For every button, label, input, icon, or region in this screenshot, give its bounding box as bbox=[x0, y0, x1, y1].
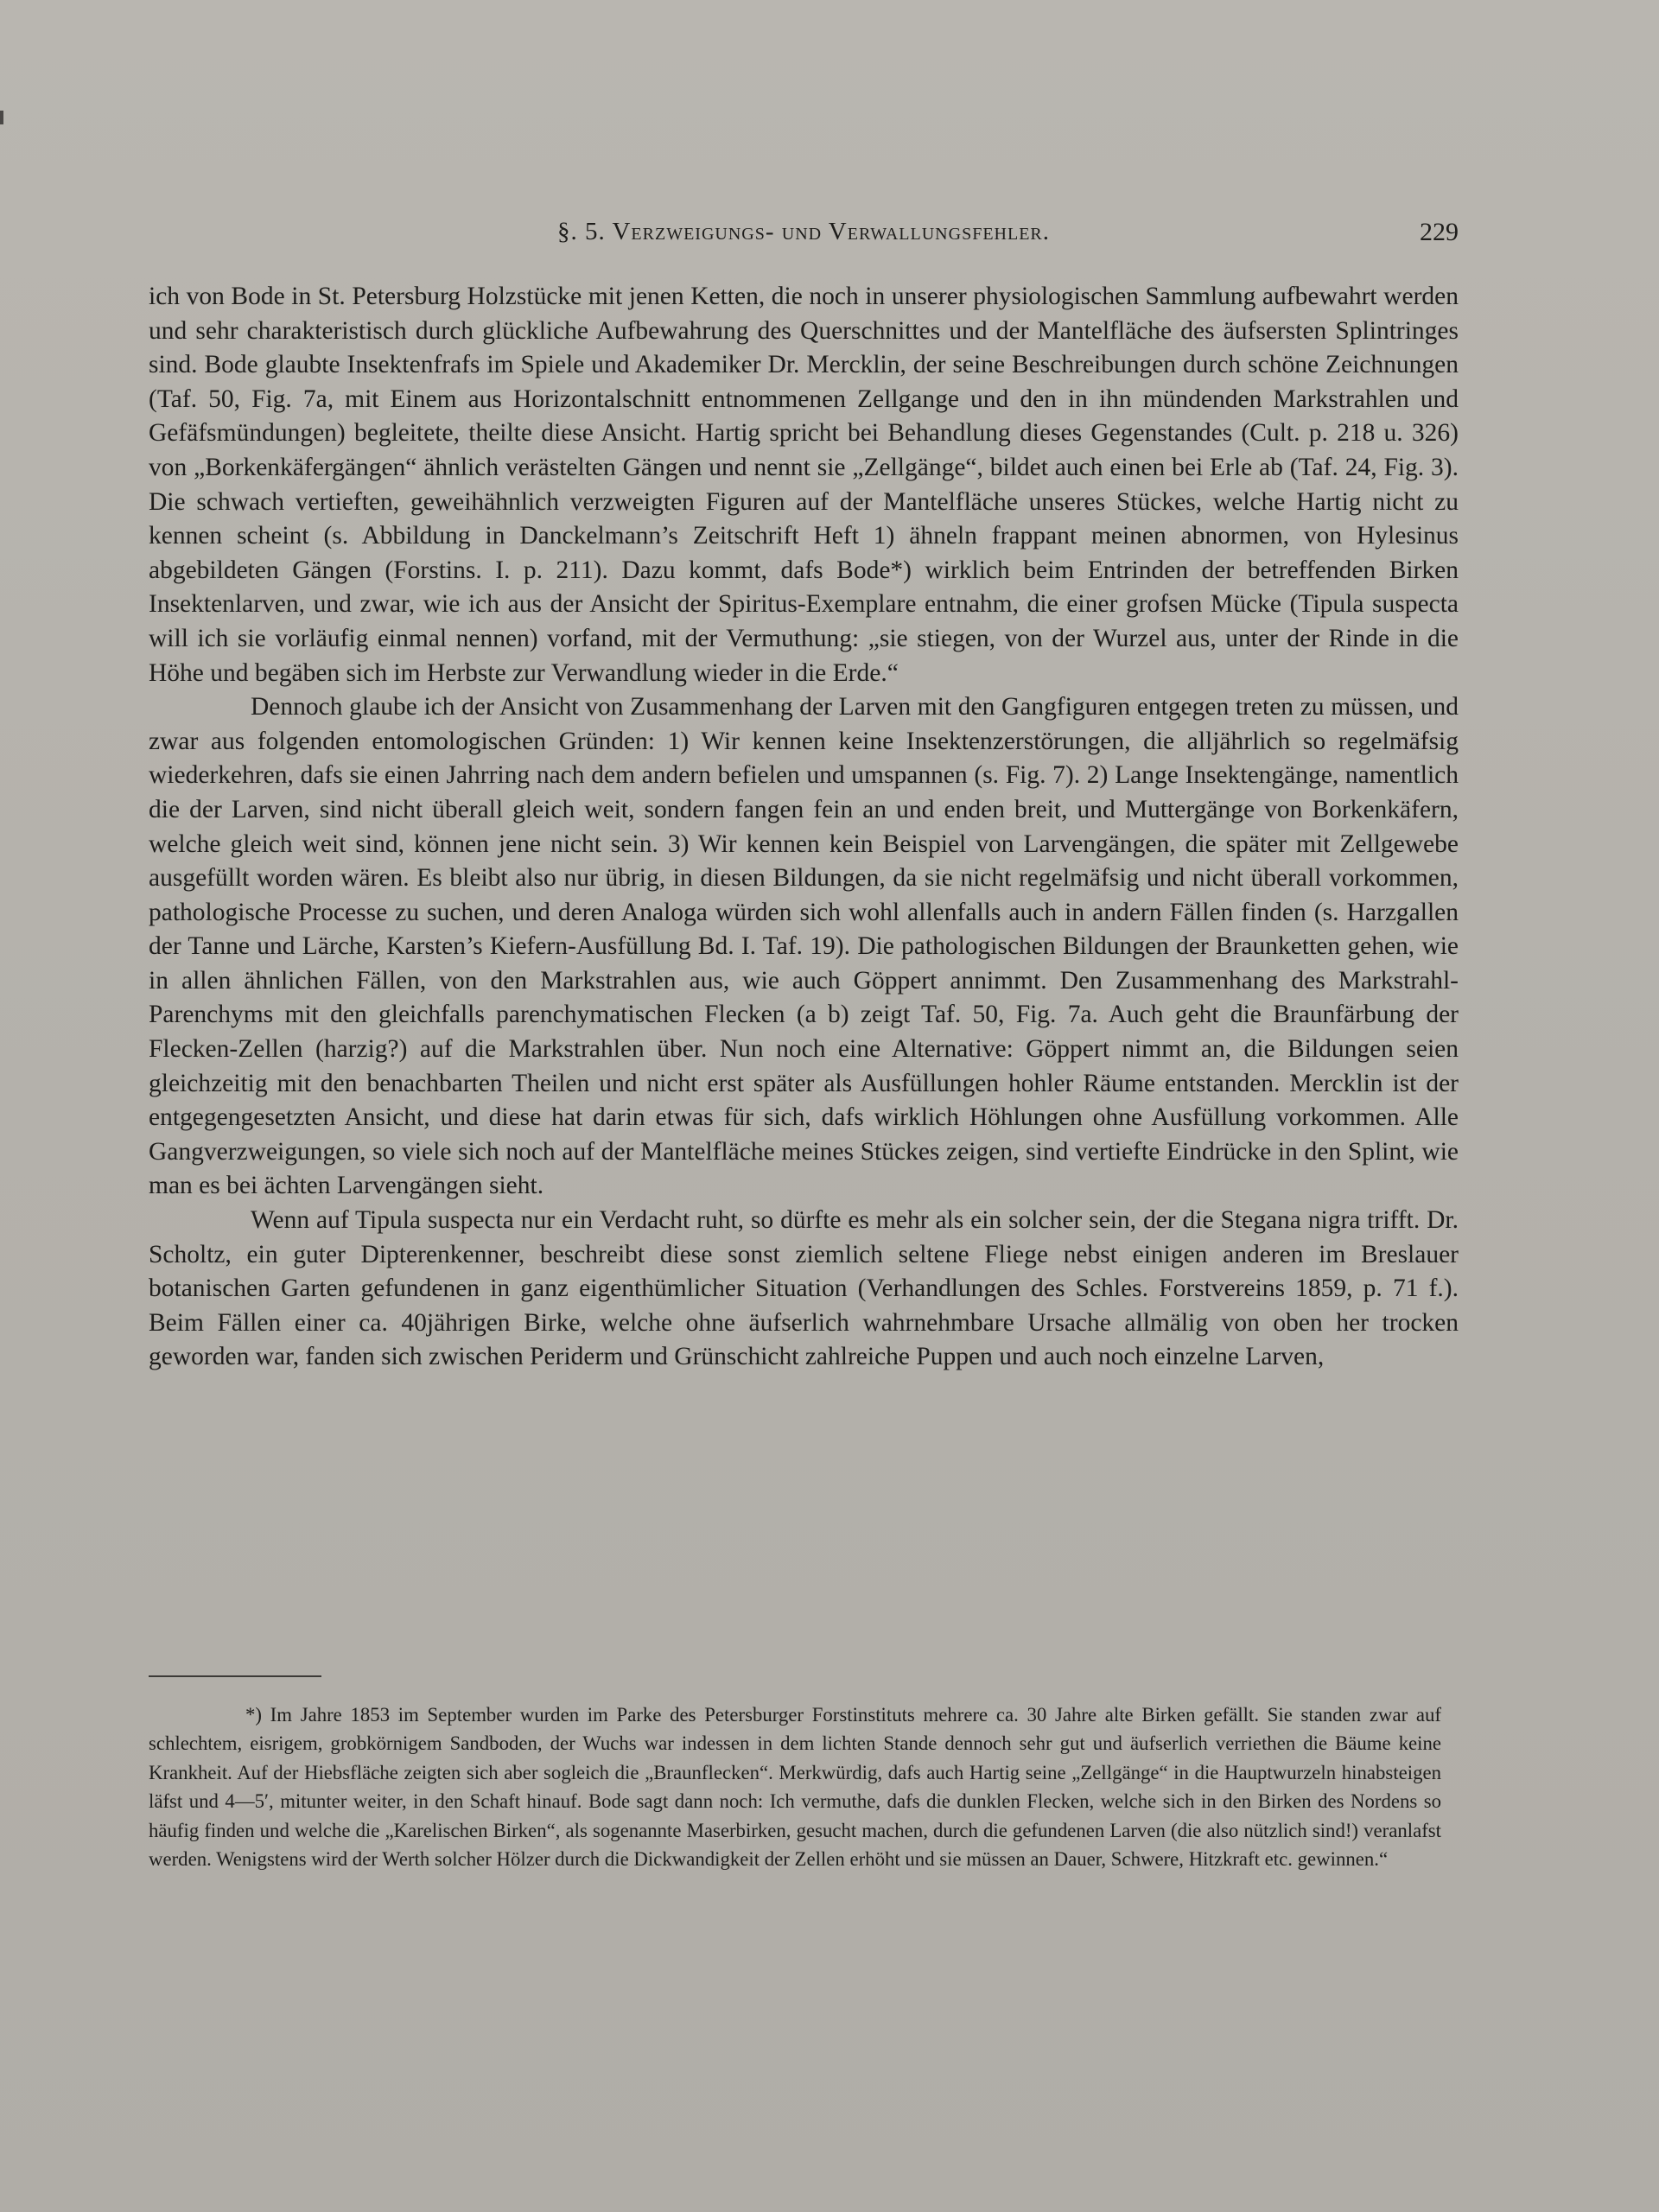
footnote-divider bbox=[149, 1675, 321, 1677]
paragraph-3: Wenn auf Tipula suspecta nur ein Verdacht ruht, so dürfte es mehr als ein solcher sein, der die Stegana nigra trifft. Dr. Scholtz, ein guter Dipterenkenner, beschreibt diese sonst ziemlich seltene Fliege nebst einigen anderen im Breslauer botanischen Garten gefundenen in ganz eigenthümlicher Situation (Verhandlungen des Schles. Forstvereins 1859, p. 71 f.). Beim Fällen einer ca. 40jährigen Birke, welche ohne äufserlich wahrnehmbare Ursache allmälig von oben her trocken geworden war, fanden sich zwischen Periderm und Grünschicht zahlreiche Puppen und auch noch einzelne Larven, bbox=[149, 1206, 1459, 1371]
paragraph-2: Dennoch glaube ich der Ansicht von Zusammenhang der Larven mit den Gangfiguren entgegen treten zu müssen, und zwar aus folgenden entomologischen Gründen: 1) Wir kennen keine Insektenzerstörungen, die alljährlich so regelmäfsig wiederkehren, dafs sie einen Jahrring nach dem andern befielen und umspannen (s. Fig. 7). 2) Lange Insektengänge, namentlich die der Larven, sind nicht überall gleich weit, sondern fangen fein an und enden breit, und Muttergänge von Borkenkäfern, welche gleich weit sind, können jene nicht sein. 3) Wir kennen kein Beispiel von Larvengängen, die später mit Zellgewebe ausgefüllt worden wären. Es bleibt also nur übrig, in diesen Bildungen, da sie nicht regelmäfsig und nicht überall vorkommen, pathologische Processe zu suchen, und deren Analoga würden sich wohl allenfalls auch in andern Fällen finden (s. Harzgallen der Tanne und Lärche, Karsten’s Kiefern-Ausfüllung Bd. I. Taf. 19). Die pathologischen Bildungen der Braunketten gehen, wie in allen ähnlichen Fällen, von den Markstrahlen aus, wie auch Göppert annimmt. Den Zusammenhang des Markstrahl-Parenchyms mit den gleichfalls parenchymatischen Flecken (a b) zeigt Taf. 50, Fig. 7a. Auch geht die Braunfärbung der Flecken-Zellen (harzig?) auf die Markstrahlen über. Nun noch eine Alternative: Göppert nimmt an, die Bildungen seien gleichzeitig mit den benachbarten Theilen und nicht erst später als Ausfüllungen hohler Räume entstanden. Mercklin ist der entgegengesetzten Ansicht, und diese hat darin etwas für sich, dafs wirklich Höhlungen ohne Ausfüllung vorkommen. Alle Gangverzweigungen, so viele sich noch auf der Mantelfläche meines Stückes zeigen, sind vertiefte Eindrücke in den Splint, wie man es bei ächten Larvengängen sieht. bbox=[149, 693, 1459, 1200]
paragraph-1: ich von Bode in St. Petersburg Holzstücke mit jenen Ketten, die noch in unserer physiologischen Sammlung aufbewahrt werden und sehr charakteristisch durch glückliche Aufbewahrung des Querschnittes und der Mantelfläche des äufsersten Splintringes sind. Bode glaubte Insektenfrafs im Spiele und Akademiker Dr. Mercklin, der seine Beschreibungen durch schöne Zeichnungen (Taf. 50, Fig. 7a, mit Einem aus Horizontalschnitt entnommenen Zellgange und den in ihn mündenden Markstrahlen und Gefäfsmündungen) begleitete, theilte diese Ansicht. Hartig spricht bei Behandlung dieses Gegenstandes (Cult. p. 218 u. 326) von „Borkenkäfergängen“ ähnlich verästelten Gängen und nennt sie „Zellgänge“, bildet auch einen bei Erle ab (Taf. 24, Fig. 3). Die schwach vertieften, geweihähnlich verzweigten Figuren auf der Mantelfläche unseres Stückes, welche Hartig nicht zu kennen scheint (s. Abbildung in Danckelmann’s Zeitschrift Heft 1) ähneln frappant meinen abnormen, von Hylesinus abgebildeten Gängen (Forstins. I. p. 211). Dazu kommt, dafs Bode*) wirklich beim Entrinden der betreffenden Birken Insektenlarven, und zwar, wie ich aus der Ansicht der Spiritus-Exemplare entnahm, die einer grofsen Mücke (Tipula suspecta will ich sie vorläufig einmal nennen) vorfand, mit der Vermuthung: „sie stiegen, von der Wurzel aus, unter der Rinde in die Höhe und begäben sich im Herbste zur Verwandlung wieder in die Erde.“ bbox=[149, 283, 1459, 687]
scan-edge-mark bbox=[0, 111, 3, 124]
footnote-text: *) Im Jahre 1853 im September wurden im Parke des Petersburger Forstinstituts mehrere ca. 30 Jahre alte Birken gefällt. Sie standen zwar auf schlechtem, eisrigem, grobkörnigem Sandboden, der Wuchs war indessen in dem lichten Stande dennoch sehr gut und äufserlich verriethen die Bäume keine Krankheit. Auf der Hiebsfläche zeigten sich aber sogleich die „Braunflecken“. Merkwürdig, dafs auch Hartig seine „Zellgänge“ in die Hauptwurzeln hinabsteigen läfst und 4—5′, mitunter weiter, in den Schaft hinauf. Bode sagt dann noch: Ich vermuthe, dafs die dunklen Flecken, welche sich in den Birken des Nordens so häufig finden und welche die „Karelischen Birken“, als sogenannte Maserbirken, gesucht machen, durch die gefundenen Larven (die also nützlich sind!) veranlafst werden. Wenigstens wird der Werth solcher Hölzer durch die Dickwandigkeit der Zellen erhöht und sie müssen an Dauer, Schwere, Hitzkraft etc. gewinnen.“ bbox=[149, 1704, 1441, 1871]
running-title: §. 5. Verzweigungs- und Verwallungsfehler. bbox=[557, 218, 1050, 245]
page-header bbox=[149, 218, 1459, 254]
main-text bbox=[149, 280, 1459, 1375]
footnote bbox=[149, 1700, 1441, 1873]
page-number: 229 bbox=[1420, 218, 1459, 246]
